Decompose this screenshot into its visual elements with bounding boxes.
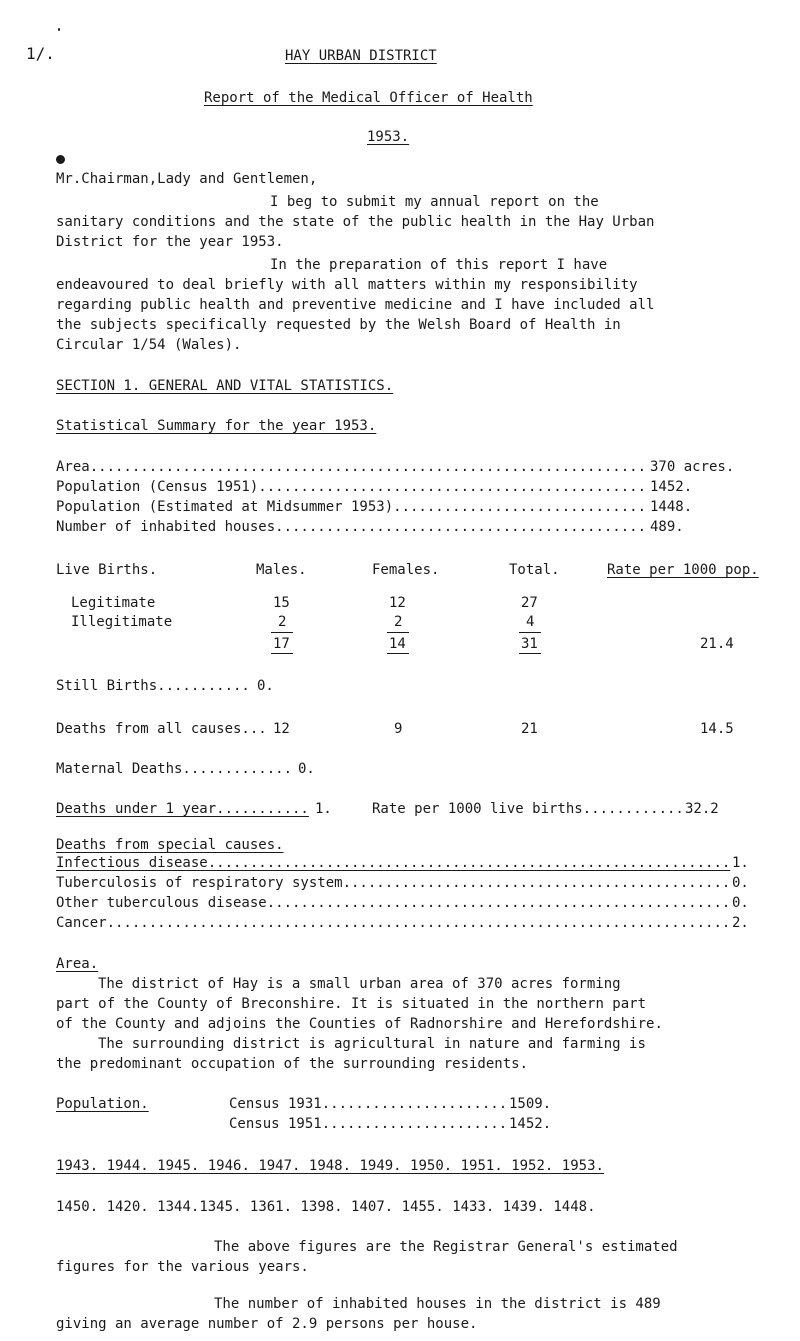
year-cell: 1947. <box>258 1158 309 1174</box>
estimate-cell: 1361. <box>249 1199 301 1215</box>
deaths-all-total: 21 <box>521 721 538 737</box>
estimate-cell: 1450. <box>56 1199 107 1215</box>
total-rule <box>519 653 541 654</box>
special-cause-value: 1. <box>732 855 749 871</box>
intro-line: Circular 1/54 (Wales). <box>56 337 242 353</box>
births-row-total: 4 <box>526 614 535 630</box>
summary-value: 1452. <box>650 479 693 495</box>
district-heading: HAY URBAN DISTRICT <box>285 48 437 64</box>
page-number: 1/. <box>26 44 55 63</box>
births-row-females: 12 <box>389 595 406 611</box>
census-label: Census 1931...................... <box>229 1096 508 1112</box>
summary-value: 370 acres. <box>650 459 735 475</box>
intro-line: sanitary conditions and the state of the public health in the Hay Urban <box>56 214 655 230</box>
estimate-cell: 1344. <box>157 1199 200 1215</box>
summary-label: Population (Census 1951).............................................. <box>56 479 647 495</box>
births-header-males: Males. <box>256 562 307 578</box>
births-header-females: Females. <box>372 562 440 578</box>
summary-label: Population (Estimated at Midsummer 1953).............................. <box>56 499 647 515</box>
estimate-cell: 1433. <box>452 1199 503 1215</box>
infant-rate-value: 32.2 <box>685 801 719 817</box>
year-cell: 1951. <box>460 1158 512 1174</box>
special-cause-value: 0. <box>732 895 749 911</box>
year-cell: 1946. <box>207 1158 259 1174</box>
births-header-rate: Rate per 1000 pop. <box>607 562 759 578</box>
summary-value: 489. <box>650 519 684 535</box>
infant-rate-label: Rate per 1000 live births............ <box>372 801 684 817</box>
scan-speck <box>56 155 65 164</box>
special-cause-value: 0. <box>732 875 749 891</box>
births-total-total: 31 <box>521 636 538 652</box>
summary-heading: Statistical Summary for the year 1953. <box>56 418 377 434</box>
intro-line: District for the year 1953. <box>56 234 284 250</box>
section-heading: SECTION 1. GENERAL AND VITAL STATISTICS. <box>56 378 394 394</box>
births-rate: 21.4 <box>700 636 734 652</box>
total-rule <box>387 653 409 654</box>
area-line: part of the County of Breconshire. It is situated in the northern part <box>56 996 647 1012</box>
special-cause-label: Infectious disease.............................................................. <box>56 855 731 871</box>
years-row <box>56 1159 604 1173</box>
intro-line: In the preparation of this report I have <box>270 257 608 273</box>
births-row-total: 27 <box>521 595 538 611</box>
population-heading: Population. <box>56 1096 149 1112</box>
deaths-all-males: 12 <box>273 721 290 737</box>
estimates-note: figures for the various years. <box>56 1259 309 1275</box>
estimates-row <box>56 1200 596 1214</box>
births-row-males: 2 <box>278 614 287 630</box>
intro-line: the subjects specifically requested by the Welsh Board of Health in <box>56 317 621 333</box>
year-cell: 1948. <box>308 1158 360 1174</box>
births-header-label: Live Births. <box>56 562 158 578</box>
year-cell: 1953. <box>561 1158 604 1174</box>
estimate-cell: 1420. <box>106 1199 158 1215</box>
births-total-females: 14 <box>389 636 406 652</box>
area-heading: Area. <box>56 956 99 972</box>
deaths-all-females: 9 <box>394 721 403 737</box>
subtotal-rule <box>519 632 541 633</box>
births-row-males: 15 <box>273 595 290 611</box>
year-cell: 1944. <box>106 1158 158 1174</box>
estimates-note: The above figures are the Registrar General's estimated <box>214 1239 678 1255</box>
special-cause-value: 2. <box>732 915 749 931</box>
intro-line: I beg to submit my annual report on the <box>270 194 599 210</box>
estimate-cell: 1448. <box>553 1199 596 1215</box>
maternal-deaths-value: 0. <box>298 761 315 777</box>
estimate-cell: 1407. <box>351 1199 402 1215</box>
estimate-cell: 1398. <box>300 1199 352 1215</box>
estimate-cell: 1345. <box>199 1199 250 1215</box>
births-total-males: 17 <box>273 636 290 652</box>
still-births-value: 0. <box>257 678 274 694</box>
maternal-deaths-label: Maternal Deaths............. <box>56 761 293 777</box>
year-cell: 1949. <box>359 1158 411 1174</box>
houses-note: The number of inhabited houses in the district is 489 <box>214 1296 661 1312</box>
deaths-under-one-value: 1. <box>315 801 332 817</box>
total-rule <box>271 653 293 654</box>
intro-line: endeavoured to deal briefly with all matters within my responsibility <box>56 277 638 293</box>
report-title: Report of the Medical Officer of Health <box>204 90 533 106</box>
year-cell: 1945. <box>157 1158 208 1174</box>
deaths-all-label: Deaths from all causes... <box>56 721 267 737</box>
deaths-under-one-label: Deaths under 1 year........... <box>56 801 309 817</box>
special-cause-label: Cancer.......................................................................... <box>56 915 731 931</box>
special-cause-label: Other tuberculous disease....................................................... <box>56 895 731 911</box>
births-row-females: 2 <box>394 614 403 630</box>
year-cell: 1943. <box>56 1158 107 1174</box>
estimate-cell: 1439. <box>502 1199 554 1215</box>
summary-label: Area.................................................................. <box>56 459 647 475</box>
subtotal-rule <box>387 632 409 633</box>
area-line: the predominant occupation of the surrounding residents. <box>56 1056 529 1072</box>
special-cause-label: Tuberculosis of respiratory system.............................................. <box>56 875 731 891</box>
summary-label: Number of inhabited houses............................................ <box>56 519 647 535</box>
census-value: 1509. <box>509 1096 552 1112</box>
estimate-cell: 1455. <box>401 1199 453 1215</box>
births-header-total: Total. <box>509 562 560 578</box>
census-value: 1452. <box>509 1116 552 1132</box>
year-cell: 1950. <box>410 1158 461 1174</box>
births-row-label: Illegitimate <box>71 614 173 630</box>
year-cell: 1952. <box>511 1158 562 1174</box>
deaths-all-rate: 14.5 <box>700 721 734 737</box>
area-line: The surrounding district is agricultural in nature and farming is <box>98 1036 646 1052</box>
area-line: The district of Hay is a small urban area of 370 acres forming <box>98 976 621 992</box>
subtotal-rule <box>271 632 293 633</box>
summary-value: 1448. <box>650 499 693 515</box>
births-row-label: Legitimate <box>71 595 156 611</box>
still-births-label: Still Births........... <box>56 678 250 694</box>
intro-line: regarding public health and preventive medicine and I have included all <box>56 297 655 313</box>
area-line: of the County and adjoins the Counties of Radnorshire and Herefordshire. <box>56 1016 663 1032</box>
census-label: Census 1951...................... <box>229 1116 508 1132</box>
salutation: Mr.Chairman,Lady and Gentlemen, <box>56 171 318 187</box>
special-causes-heading: Deaths from special causes. <box>56 837 284 853</box>
scan-speck <box>58 28 60 31</box>
report-year: 1953. <box>367 129 410 145</box>
houses-note: giving an average number of 2.9 persons per house. <box>56 1316 478 1332</box>
